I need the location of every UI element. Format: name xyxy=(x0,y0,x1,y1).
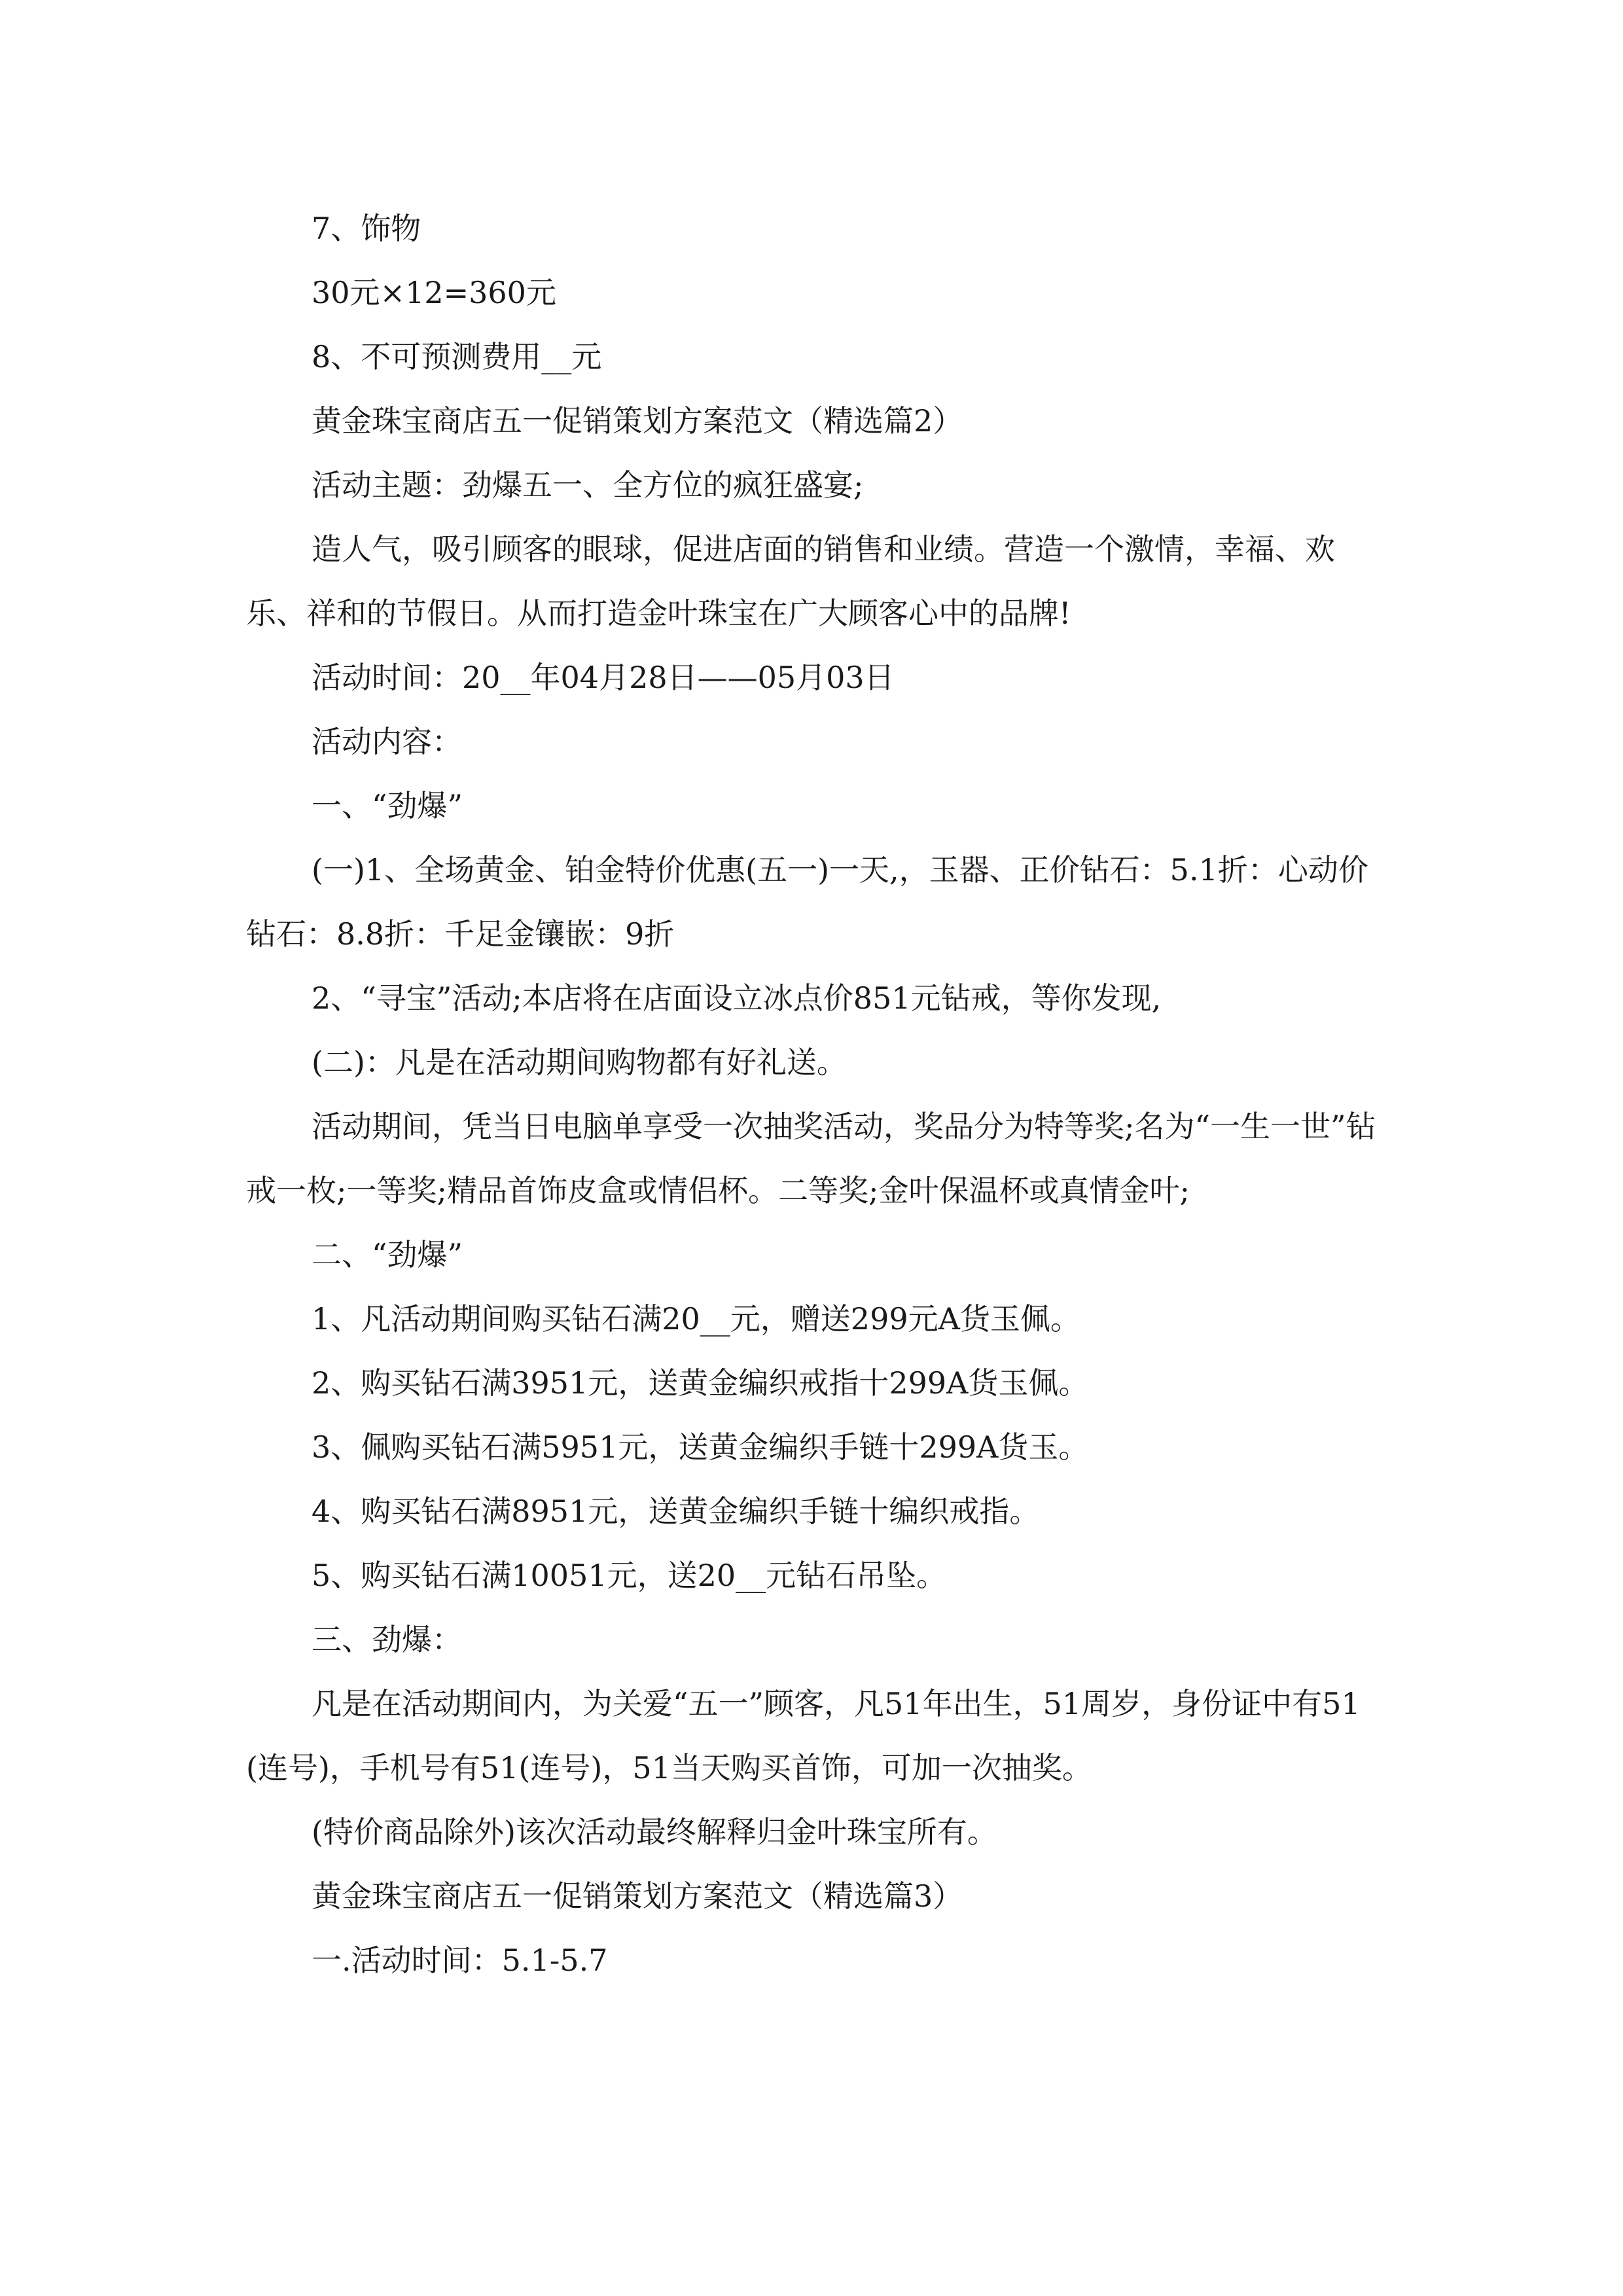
section-title: 黄金珠宝商店五一促销策划方案范文（精选篇3） xyxy=(312,1878,963,1914)
paragraph: 一.活动时间：5.1-5.7 xyxy=(312,1943,608,1978)
paragraph: 30元×12=360元 xyxy=(312,275,556,310)
paragraph: 活动时间：20__年04月28日——05月03日 xyxy=(312,660,895,695)
paragraph: 活动内容： xyxy=(312,724,462,759)
document-page xyxy=(246,196,1377,1992)
paragraph: 3、佩购买钻石满5951元，送黄金编织手链十299A货玉。 xyxy=(312,1429,1089,1465)
paragraph: 5、购买钻石满10051元，送20__元钻石吊坠。 xyxy=(312,1558,947,1593)
paragraph: 活动主题：劲爆五一、全方位的疯狂盛宴; xyxy=(312,467,864,503)
paragraph: 凡是在活动期间内，为关爱“五一”顾客，凡51年出生，51周岁，身份证中有51(连号)，手机号有51(连号)，51当天购买首饰，可加一次抽奖。 xyxy=(246,1686,1361,1785)
paragraph: (特价商品除外)该次活动最终解释归金叶珠宝所有。 xyxy=(312,1814,997,1850)
paragraph: (二)：凡是在活动期间购物都有好礼送。 xyxy=(312,1045,847,1080)
paragraph: 二、“劲爆” xyxy=(312,1237,463,1272)
paragraph: 8、不可预测费用__元 xyxy=(312,339,602,374)
paragraph: 7、饰物 xyxy=(312,211,421,246)
paragraph: 活动期间，凭当日电脑单享受一次抽奖活动，奖品分为特等奖;名为“一生一世”钻戒一枚;一等奖;精品首饰皮盒或情侣杯。二等奖;金叶保温杯或真情金叶; xyxy=(246,1109,1376,1208)
paragraph: (一)1、全场黄金、铂金特价优惠(五一)一天,，玉器、正价钻石：5.1折：心动价钻石：8.8折：千足金镶嵌：9折 xyxy=(246,852,1368,952)
paragraph: 一、“劲爆” xyxy=(312,788,463,823)
paragraph: 2、购买钻石满3951元，送黄金编织戒指十299A货玉佩。 xyxy=(312,1365,1089,1401)
paragraph: 2、“寻宝”活动;本店将在店面设立冰点价851元钻戒，等你发现, xyxy=(312,980,1162,1016)
paragraph: 造人气，吸引顾客的眼球，促进店面的销售和业绩。营造一个激情，幸福、欢乐、祥和的节假日。从而打造金叶珠宝在广大顾客心中的品牌! xyxy=(246,531,1335,631)
paragraph: 1、凡活动期间购买钻石满20__元，赠送299元A货玉佩。 xyxy=(312,1301,1080,1336)
paragraph: 三、劲爆： xyxy=(312,1622,462,1657)
section-title: 黄金珠宝商店五一促销策划方案范文（精选篇2） xyxy=(312,403,963,439)
paragraph: 4、购买钻石满8951元，送黄金编织手链十编织戒指。 xyxy=(312,1494,1040,1529)
